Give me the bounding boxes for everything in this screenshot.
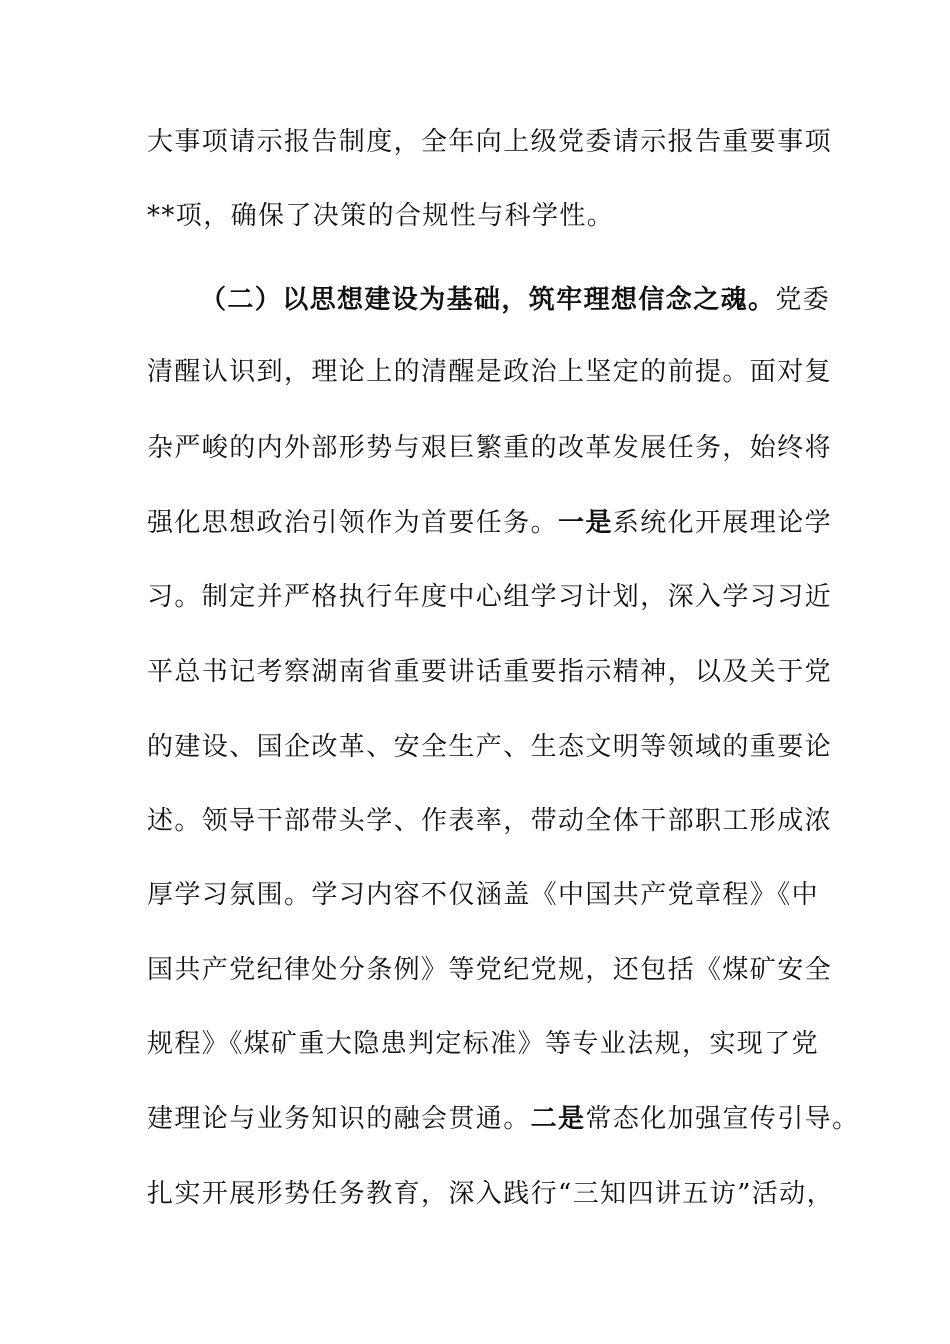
text-run: 规程》《煤矿重大隐患判定标准》等专业法规，实现了党 (147, 1029, 820, 1059)
text-run: 国共产党纪律处分条例》等党纪党规，还包括《煤矿安全 (147, 955, 833, 985)
bold-marker: 二是 (530, 1104, 586, 1134)
text-line (147, 352, 833, 392)
text-run: 厚学习氛围。学习内容不仅涵盖《中国共产党章程》《中 (147, 880, 820, 910)
text-run: 系统化开展理论学 (612, 508, 833, 538)
text-line (147, 577, 833, 617)
text-line (147, 122, 833, 162)
text-line (147, 428, 833, 468)
section-heading-line (200, 280, 880, 320)
text-run: 习。制定并严格执行年度中心组学习计划，深入学习习近 (147, 582, 833, 612)
text-line (147, 801, 833, 841)
text-line (147, 196, 827, 236)
text-line (147, 950, 833, 990)
text-line (147, 503, 833, 543)
text-run: 常态化加强宣传引导。 (585, 1104, 860, 1134)
text-run: **项，确保了决策的合规性与科学性。 (147, 201, 615, 231)
text-run: 述。领导干部带头学、作表率，带动全体干部职工形成浓 (147, 806, 833, 836)
text-run: 杂严峻的内外部形势与艰巨繁重的改革发展任务，始终将 (147, 433, 833, 463)
text-line (147, 1174, 834, 1214)
text-line (147, 1099, 860, 1139)
text-run: 的建设、国企改革、安全生产、生态文明等领域的重要论 (147, 732, 833, 762)
text-run: 扎实开展形势任务教育，深入践行“三知四讲五访”活动， (147, 1179, 834, 1209)
text-line (147, 1024, 827, 1064)
text-run: 平总书记考察湖南省重要讲话重要指示精神，以及关于党 (147, 657, 833, 687)
text-run: 建理论与业务知识的融会贯通。 (147, 1104, 531, 1134)
text-line (147, 652, 833, 692)
bold-marker: 一是 (558, 508, 613, 538)
section-heading: （二）以思想建设为基础，筑牢理想信念之魂。 (200, 285, 776, 315)
text-line (147, 875, 827, 915)
text-run: 大事项请示报告制度，全年向上级党委请示报告重要事项 (147, 127, 833, 157)
text-run: 强化思想政治引领作为首要任务。 (147, 508, 559, 538)
text-run: 党委 (775, 285, 831, 315)
text-run: 清醒认识到，理论上的清醒是政治上坚定的前提。面对复 (147, 357, 833, 387)
text-line (147, 727, 833, 767)
